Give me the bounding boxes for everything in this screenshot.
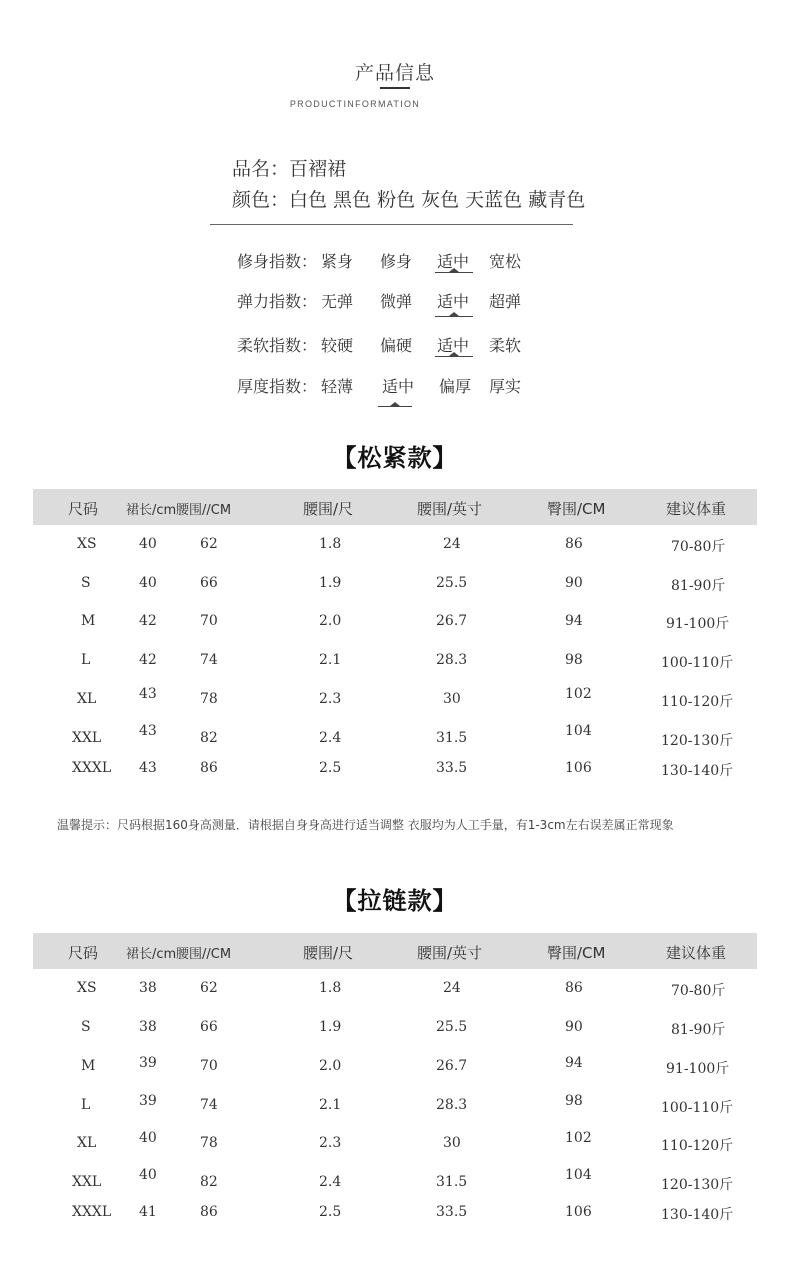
cell-waist-chi: 2.1 [319,1097,342,1113]
cell-hip: 94 [565,613,583,629]
index-option-selected: 适中 [437,336,470,355]
cell-weight: 100-110斤 [661,655,734,671]
cell-length: 38 [139,1019,157,1035]
cell-waist-cm: 62 [200,980,218,996]
cell-size: L [81,652,91,668]
cell-weight: 70-80斤 [671,983,726,999]
index-label: 厚度指数： [237,377,318,396]
index-option: 轻薄 [321,377,354,396]
th-waist-cm: 腰围//CM [176,503,232,518]
cell-hip: 104 [565,1167,592,1183]
th-length: 裙长/cm [126,947,177,962]
index-option: 厚实 [489,377,522,396]
cell-waist-cm: 86 [200,1204,218,1220]
cell-weight: 100-110斤 [661,1100,734,1116]
cell-waist-inch: 31.5 [436,730,468,746]
cell-length: 43 [139,760,157,776]
index-option: 超弹 [489,292,522,311]
cell-waist-inch: 30 [443,691,461,707]
cell-weight: 91-100斤 [666,1061,730,1077]
cell-waist-inch: 26.7 [436,1058,468,1074]
cell-waist-inch: 28.3 [436,652,468,668]
cell-hip: 90 [565,1019,583,1035]
product-name: 品名：百褶裙 [232,158,347,180]
index-option-selected: 适中 [382,377,415,396]
cell-waist-inch: 26.7 [436,613,468,629]
cell-weight: 110-120斤 [661,694,734,710]
cell-size: XS [77,980,97,996]
cell-length: 40 [139,536,157,552]
th-size: 尺码 [68,944,99,962]
product-colors: 颜色：白色 黑色 粉色 灰色 天蓝色 藏青色 [232,189,586,211]
cell-waist-cm: 74 [200,1097,218,1113]
cell-weight: 130-140斤 [661,1207,734,1223]
cell-weight: 120-130斤 [661,733,734,749]
cell-waist-inch: 33.5 [436,1204,468,1220]
th-waist-inch: 腰围/英寸 [417,944,483,962]
th-weight: 建议体重 [666,944,727,962]
cell-length: 40 [139,1167,157,1183]
cell-waist-chi: 1.8 [319,536,342,552]
index-option: 偏厚 [439,377,472,396]
cell-hip: 90 [565,575,583,591]
cell-length: 40 [139,1130,157,1146]
cell-hip: 106 [565,1204,592,1220]
index-option: 宽松 [489,252,522,271]
selection-marker [435,356,473,357]
th-length: 裙长/cm [126,503,177,518]
selection-marker [378,406,412,407]
cell-weight: 130-140斤 [661,763,734,779]
index-option: 紧身 [321,252,354,271]
cell-waist-cm: 66 [200,575,218,591]
cell-length: 42 [139,613,157,629]
cell-size: XL [77,691,97,707]
selection-marker [435,316,473,317]
cell-waist-cm: 70 [200,1058,218,1074]
cell-size: S [81,575,91,591]
cell-waist-cm: 82 [200,1174,218,1190]
th-waist-chi: 腰围/尺 [303,500,354,518]
cell-hip: 104 [565,723,592,739]
cell-weight: 81-90斤 [671,1022,726,1038]
index-option: 偏硬 [380,336,413,355]
index-label: 柔软指数： [237,336,318,355]
cell-waist-chi: 2.4 [319,1174,342,1190]
cell-size: M [81,1058,96,1074]
cell-hip: 98 [565,652,583,668]
cell-waist-cm: 82 [200,730,218,746]
th-hip-cm: 臀围/CM [547,944,606,962]
index-option: 微弹 [380,292,413,311]
cell-waist-chi: 2.4 [319,730,342,746]
th-waist-chi: 腰围/尺 [303,944,354,962]
cell-hip: 86 [565,980,583,996]
size-note: 温馨提示：尺码根据160身高测量．请根据自身身高进行适当调整 衣服均为人工手量，有1-3cm左右误差属正常现象 [57,818,674,832]
index-option: 修身 [380,252,413,271]
section-title-elastic: 【松紧款】 [332,444,458,472]
cell-waist-inch: 24 [443,980,461,996]
cell-size: XS [77,536,97,552]
cell-weight: 110-120斤 [661,1138,734,1154]
cell-waist-cm: 78 [200,691,218,707]
cell-waist-chi: 2.5 [319,760,342,776]
index-option-selected: 适中 [437,292,470,311]
cell-waist-chi: 2.5 [319,1204,342,1220]
title-underline [380,87,410,89]
th-weight: 建议体重 [666,500,727,518]
cell-weight: 91-100斤 [666,616,730,632]
cell-waist-cm: 74 [200,652,218,668]
cell-waist-chi: 2.0 [319,613,342,629]
cell-waist-chi: 1.8 [319,980,342,996]
cell-length: 40 [139,575,157,591]
cell-hip: 106 [565,760,592,776]
cell-length: 43 [139,686,157,702]
cell-hip: 102 [565,1130,592,1146]
cell-waist-chi: 2.1 [319,652,342,668]
cell-waist-inch: 33.5 [436,760,468,776]
cell-hip: 98 [565,1093,583,1109]
section-title-zipper: 【拉链款】 [332,887,458,915]
cell-waist-cm: 78 [200,1135,218,1151]
cell-size: L [81,1097,91,1113]
cell-waist-chi: 1.9 [319,575,342,591]
cell-waist-inch: 25.5 [436,575,468,591]
page-subtitle: PRODUCTINFORMATION [289,99,421,109]
cell-length: 42 [139,652,157,668]
th-waist-cm: 腰围//CM [176,947,232,962]
cell-size: XL [77,1135,97,1151]
cell-length: 41 [139,1204,157,1220]
cell-hip: 102 [565,686,592,702]
cell-weight: 120-130斤 [661,1177,734,1193]
cell-hip: 86 [565,536,583,552]
cell-waist-chi: 2.3 [319,691,342,707]
cell-size: XXXL [72,1204,112,1220]
cell-weight: 70-80斤 [671,539,726,555]
cell-size: S [81,1019,91,1035]
index-label: 修身指数： [237,252,318,271]
cell-length: 39 [139,1093,157,1109]
cell-size: XXXL [72,760,112,776]
cell-waist-inch: 30 [443,1135,461,1151]
cell-waist-chi: 2.3 [319,1135,342,1151]
cell-waist-inch: 25.5 [436,1019,468,1035]
cell-waist-chi: 1.9 [319,1019,342,1035]
cell-length: 38 [139,980,157,996]
cell-size: M [81,613,96,629]
cell-waist-inch: 24 [443,536,461,552]
th-waist-inch: 腰围/英寸 [417,500,483,518]
table-header [33,933,757,969]
cell-length: 39 [139,1055,157,1071]
page-title: 产品信息 [354,62,435,84]
cell-waist-cm: 66 [200,1019,218,1035]
th-hip-cm: 臀围/CM [547,500,606,518]
cell-waist-cm: 62 [200,536,218,552]
cell-weight: 81-90斤 [671,578,726,594]
index-option: 柔软 [489,336,522,355]
cell-size: XXL [72,730,102,746]
cell-waist-inch: 31.5 [436,1174,468,1190]
cell-waist-cm: 86 [200,760,218,776]
divider [210,224,573,225]
table-header [33,489,757,525]
index-option: 较硬 [321,336,354,355]
index-label: 弹力指数： [237,292,318,311]
th-size: 尺码 [68,500,99,518]
cell-hip: 94 [565,1055,583,1071]
cell-waist-inch: 28.3 [436,1097,468,1113]
cell-size: XXL [72,1174,102,1190]
selection-marker [435,272,473,273]
cell-length: 43 [139,723,157,739]
cell-waist-cm: 70 [200,613,218,629]
cell-waist-chi: 2.0 [319,1058,342,1074]
index-option: 无弹 [321,292,354,311]
index-option-selected: 适中 [437,252,470,271]
